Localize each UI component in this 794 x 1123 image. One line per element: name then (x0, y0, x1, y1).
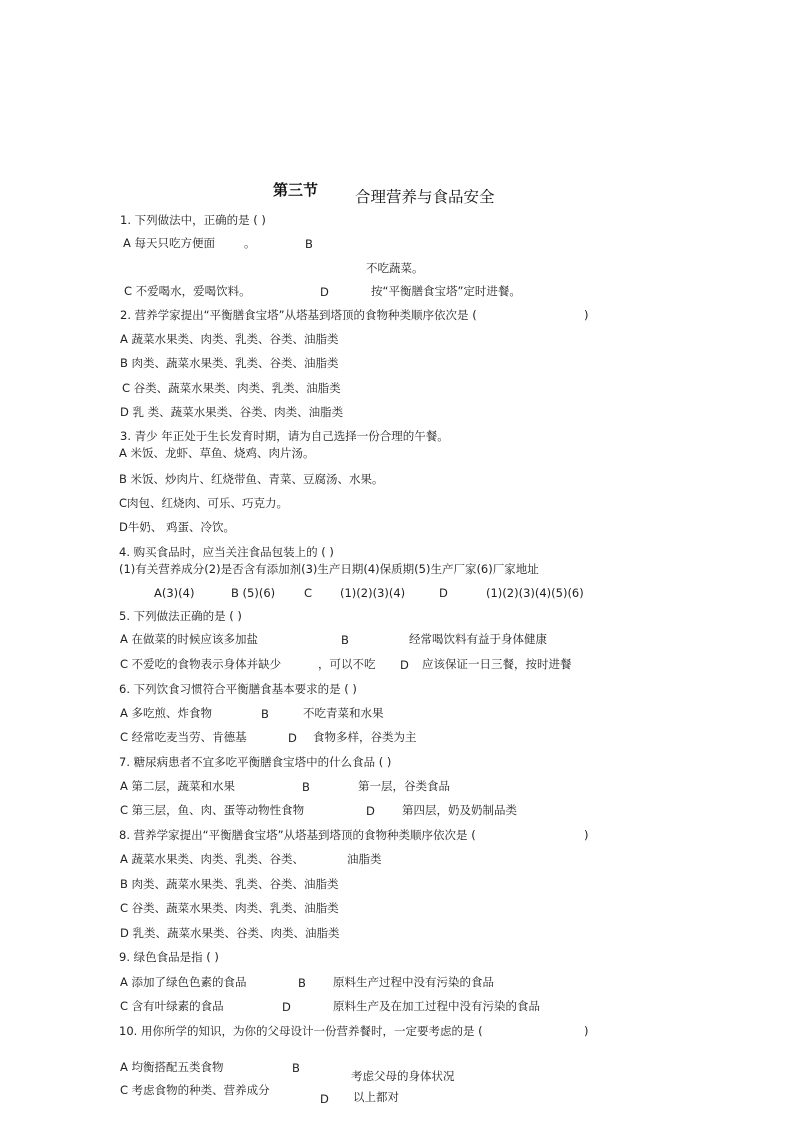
q5-option-c: C 不爱吃的食物表示身体并缺少 (120, 657, 282, 671)
q2-option-b: B 肉类、蔬菜水果类、乳类、谷类、油脂类 (120, 356, 339, 370)
q6-option-a: A 多吃煎、炸食物 (120, 706, 213, 720)
q1-option-d-letter: D (320, 285, 329, 299)
q2-paren: ) (584, 308, 589, 322)
q5-option-a: A 在做菜的时候应该多加盐 (120, 632, 259, 646)
q4-stem: 4. 购买食品时，应当关注食品包装上的 ( ) (119, 545, 334, 559)
q6-option-b-letter: B (261, 707, 269, 721)
page-title: 合理营养与食品安全 (355, 188, 495, 206)
q7-option-b-letter: B (302, 780, 310, 794)
q5-option-d-letter: D (400, 658, 409, 672)
q4-items: (1)有关营养成分(2)是否含有添加剂(3)生产日期(4)保质期(5)生产厂家(6)厂家地址 (119, 562, 539, 576)
q6-option-d-text: 食物多样，谷类为主 (313, 730, 417, 744)
q10-option-d-text: 以上都对 (353, 1090, 399, 1104)
q3-stem: 3. 青少 年正处于生长发育时期，请为自己选择一份合理的午餐。 (120, 429, 449, 443)
q4-option-d-letter: D (439, 586, 448, 600)
q3-option-c: C肉包、红烧肉、可乐、巧克力。 (119, 496, 289, 510)
q1-option-c: C 不爱喝水，爱喝饮料。 (124, 284, 251, 298)
q1-dot: 。 (244, 236, 256, 250)
q4-option-a: A(3)(4) (154, 586, 195, 600)
q3-option-b: B 米饭、炒肉片、红烧带鱼、青菜、豆腐汤、水果。 (119, 472, 384, 486)
q6-option-c: C 经常吃麦当劳、肯德基 (120, 730, 247, 744)
q8-option-b: B 肉类、蔬菜水果类、乳类、谷类、油脂类 (120, 877, 339, 891)
q8-paren: ) (584, 828, 589, 842)
q5-option-b-text: 经常喝饮料有益于身体健康 (409, 632, 547, 646)
q1-option-d-text: 按“平衡膳食宝塔”定时进餐。 (371, 284, 521, 298)
q6-option-d-letter: D (288, 731, 297, 745)
q8-stem: 8. 营养学家提出“平衡膳食宝塔”从塔基到塔顶的食物种类顺序依次是 ( (119, 828, 476, 842)
q1-option-a: A 每天只吃方便面 (123, 236, 216, 250)
q9-option-a: A 添加了绿色色素的食品 (120, 975, 247, 989)
q7-option-d-letter: D (366, 804, 375, 818)
q9-option-d-text: 原料生产及在加工过程中没有污染的食品 (333, 999, 540, 1013)
q8-option-a-tail: 油脂类 (347, 852, 382, 866)
q2-option-c: C 谷类、蔬菜水果类、肉类、乳类、油脂类 (122, 381, 341, 395)
q7-option-b-text: 第一层，谷类食品 (358, 779, 450, 793)
q2-stem: 2. 营养学家提出“平衡膳食宝塔”从塔基到塔顶的食物种类顺序依次是 ( (120, 308, 477, 322)
q3-option-a: A 米饭、龙虾、草鱼、烧鸡、肉片汤。 (119, 446, 315, 460)
q10-option-d-letter: D (320, 1092, 329, 1106)
q3-option-d: D牛奶、 鸡蛋、冷饮。 (119, 520, 236, 534)
q7-option-c: C 第三层，鱼、肉、蛋等动物性食物 (120, 803, 305, 817)
q4-option-d-text: (1)(2)(3)(4)(5)(6) (486, 586, 584, 600)
q6-stem: 6. 下列饮食习惯符合平衡膳食基本要求的是 ( ) (119, 682, 357, 696)
q10-option-c: C 考虑食物的种类、营养成分 (120, 1083, 270, 1097)
q9-option-b-letter: B (298, 976, 306, 990)
q9-option-d-letter: D (282, 1000, 291, 1014)
q4-option-c-letter: C (304, 586, 313, 600)
q10-paren: ) (584, 1024, 589, 1038)
q5-option-b-letter: B (341, 633, 349, 647)
q8-option-c: C 谷类、蔬菜水果类、肉类、乳类、油脂类 (120, 901, 339, 915)
q7-option-a: A 第二层，蔬菜和水果 (120, 779, 236, 793)
q4-option-c-text: (1)(2)(3)(4) (340, 586, 406, 600)
q5-option-d-text: 应该保证一日三餐，按时进餐 (422, 657, 572, 671)
q1-option-b-text: 不吃蔬菜。 (366, 261, 424, 275)
q2-option-d: D 乳 类、蔬菜水果类、谷类、肉类、油脂类 (120, 405, 344, 419)
q5-option-c-tail: ，可以不吃 (318, 657, 376, 671)
q4-option-b: B (5)(6) (231, 586, 276, 600)
q8-option-a: A 蔬菜水果类、肉类、乳类、谷类、 (120, 852, 305, 866)
q7-option-d-text: 第四层，奶及奶制品类 (402, 803, 517, 817)
q1-stem: 1. 下列做法中，正确的是 ( ) (120, 213, 266, 227)
q1-option-b-letter: B (305, 237, 313, 251)
q7-stem: 7. 糖尿病患者不宜多吃平衡膳食宝塔中的什么食品 ( ) (119, 755, 392, 769)
q8-option-d: D 乳类、蔬菜水果类、谷类、肉类、油脂类 (120, 926, 340, 940)
q10-option-b-text: 考虑父母的身体状况 (351, 1069, 455, 1083)
q10-option-a: A 均衡搭配五类食物 (120, 1060, 224, 1074)
q6-option-b-text: 不吃青菜和水果 (303, 706, 384, 720)
section-title: 第三节 (273, 181, 319, 199)
q10-stem: 10. 用你所学的知识，为你的父母设计一份营养餐时，一定要考虑的是 ( (119, 1024, 483, 1038)
q9-option-c: C 含有叶绿素的食品 (120, 999, 224, 1013)
q9-option-b-text: 原料生产过程中没有污染的食品 (333, 975, 494, 989)
q9-stem: 9. 绿色食品是指 ( ) (119, 950, 219, 964)
q2-option-a: A 蔬菜水果类、肉类、乳类、谷类、油脂类 (120, 332, 339, 346)
q10-option-b-letter: B (292, 1061, 300, 1075)
q5-stem: 5. 下列做法正确的是 ( ) (119, 609, 242, 623)
